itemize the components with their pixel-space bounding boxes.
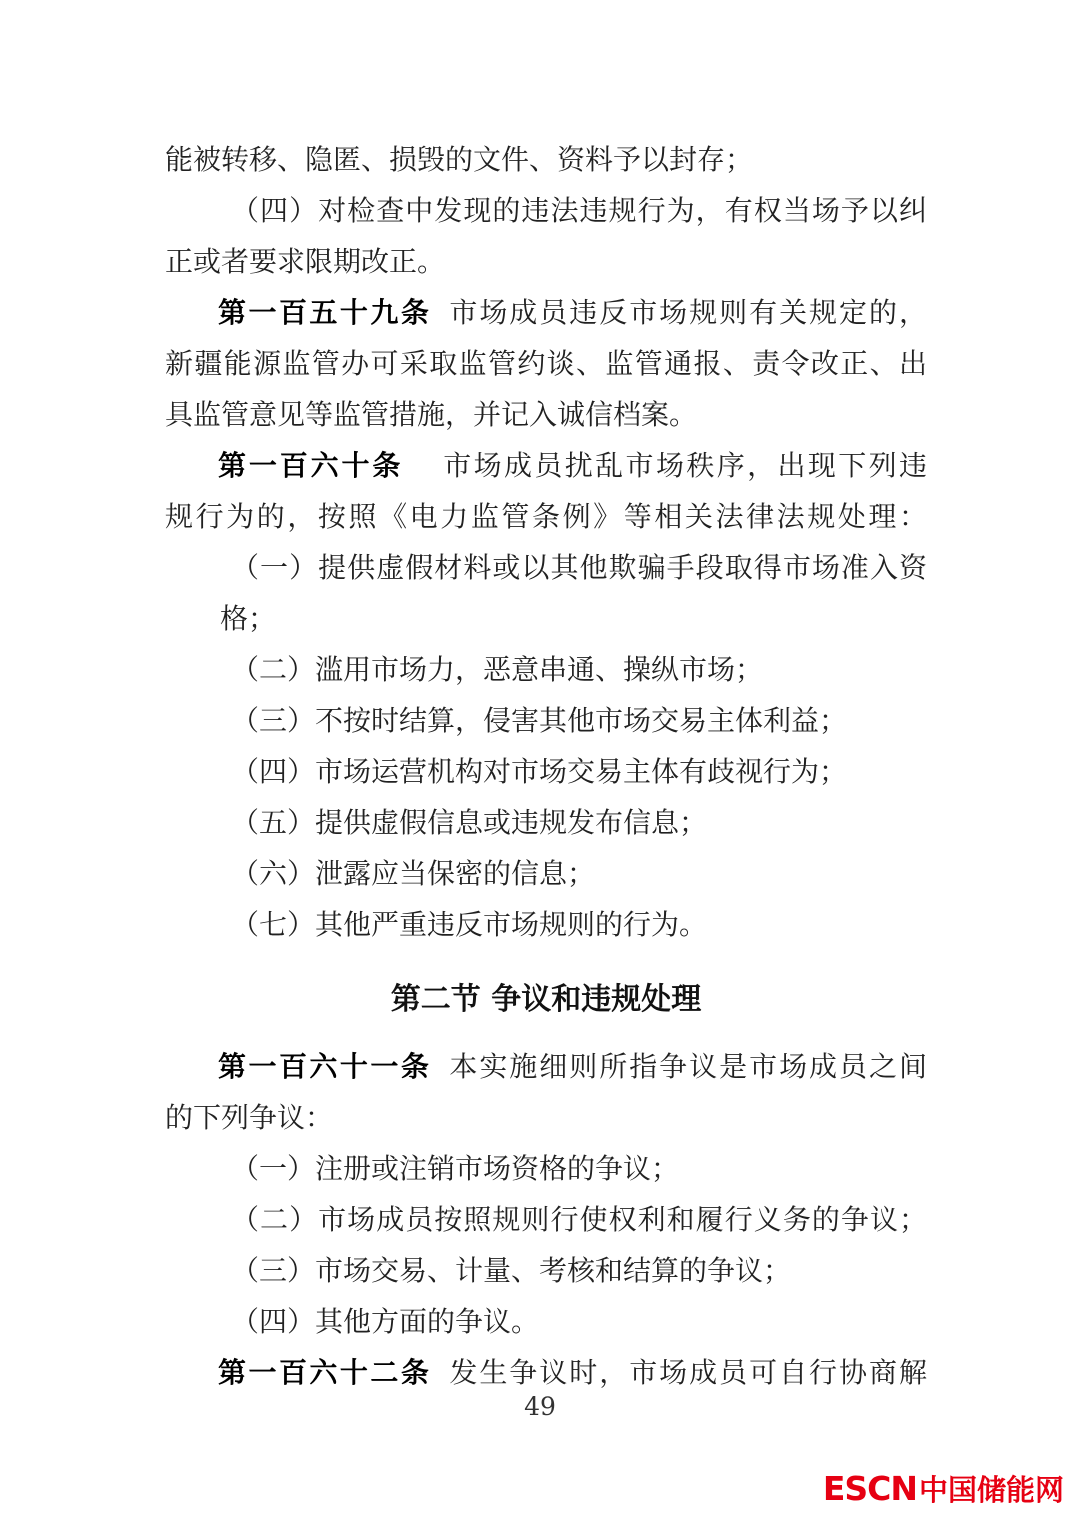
list-item-line: （三）市场交易、计量、考核和结算的争议； xyxy=(231,1254,792,1287)
text-line: 具监管意见等监管措施，并记入诚信档案。 xyxy=(165,398,698,431)
article-number: 第一百六十二条 xyxy=(218,1356,432,1389)
article-text: 发生争议时，市场成员可自行协商解 xyxy=(449,1356,927,1389)
list-item-line: （三）不按时结算，侵害其他市场交易主体利益； xyxy=(231,704,848,737)
article-number: 第一百六十条 xyxy=(218,449,404,482)
article-number: 第一百五十九条 xyxy=(218,296,432,329)
article-line xyxy=(165,287,927,338)
logo-chinese-text: 中国储能网 xyxy=(918,1473,1064,1507)
continuation-line: 格； xyxy=(220,602,277,635)
text-block xyxy=(165,134,927,1398)
list-item-line: （四）其他方面的争议。 xyxy=(231,1305,540,1338)
text-line: 能被转移、隐匿、损毁的文件、资料予以封存； xyxy=(165,143,754,176)
logo-latin-text: ESCN xyxy=(822,1469,917,1508)
text-line: 新疆能源监管办可采取监管约谈、监管通报、责令改正、出 xyxy=(165,347,927,380)
list-item-line: （一）注册或注销市场资格的争议； xyxy=(231,1152,680,1185)
list-item-line: （七）其他严重违反市场规则的行为。 xyxy=(231,908,708,941)
text-line: 规行为的，按照《电力监管条例》等相关法律法规处理： xyxy=(165,500,927,533)
escn-logo xyxy=(823,1468,1064,1509)
section-heading: 第二节 争议和违规处理 xyxy=(390,982,702,1017)
text-line: 正或者要求限期改正。 xyxy=(165,245,446,278)
text-line: 的下列争议： xyxy=(165,1101,334,1134)
article-line xyxy=(165,1041,927,1092)
article-text: 市场成员扰乱市场秩序，出现下列违 xyxy=(443,449,927,482)
list-item-line: （二）滥用市场力，恶意串通、操纵市场； xyxy=(231,653,764,686)
article-line xyxy=(165,1347,927,1398)
list-item-line: （二）市场成员按照规则行使权利和履行义务的争议； xyxy=(231,1203,927,1236)
article-text: 市场成员违反市场规则有关规定的， xyxy=(449,296,927,329)
list-item-line: （四）市场运营机构对市场交易主体有歧视行为； xyxy=(231,755,848,788)
list-item-line: （四）对检查中发现的违法违规行为，有权当场予以纠 xyxy=(231,194,927,227)
list-item-line: （六）泄露应当保密的信息； xyxy=(231,857,596,890)
page-number: 49 xyxy=(524,1392,556,1421)
list-item-line: （五）提供虚假信息或违规发布信息； xyxy=(231,806,708,839)
list-item-line: （一）提供虚假材料或以其他欺骗手段取得市场准入资 xyxy=(231,551,927,584)
article-line xyxy=(165,440,927,491)
article-number: 第一百六十一条 xyxy=(218,1050,432,1083)
article-text: 本实施细则所指争议是市场成员之间 xyxy=(449,1050,927,1083)
